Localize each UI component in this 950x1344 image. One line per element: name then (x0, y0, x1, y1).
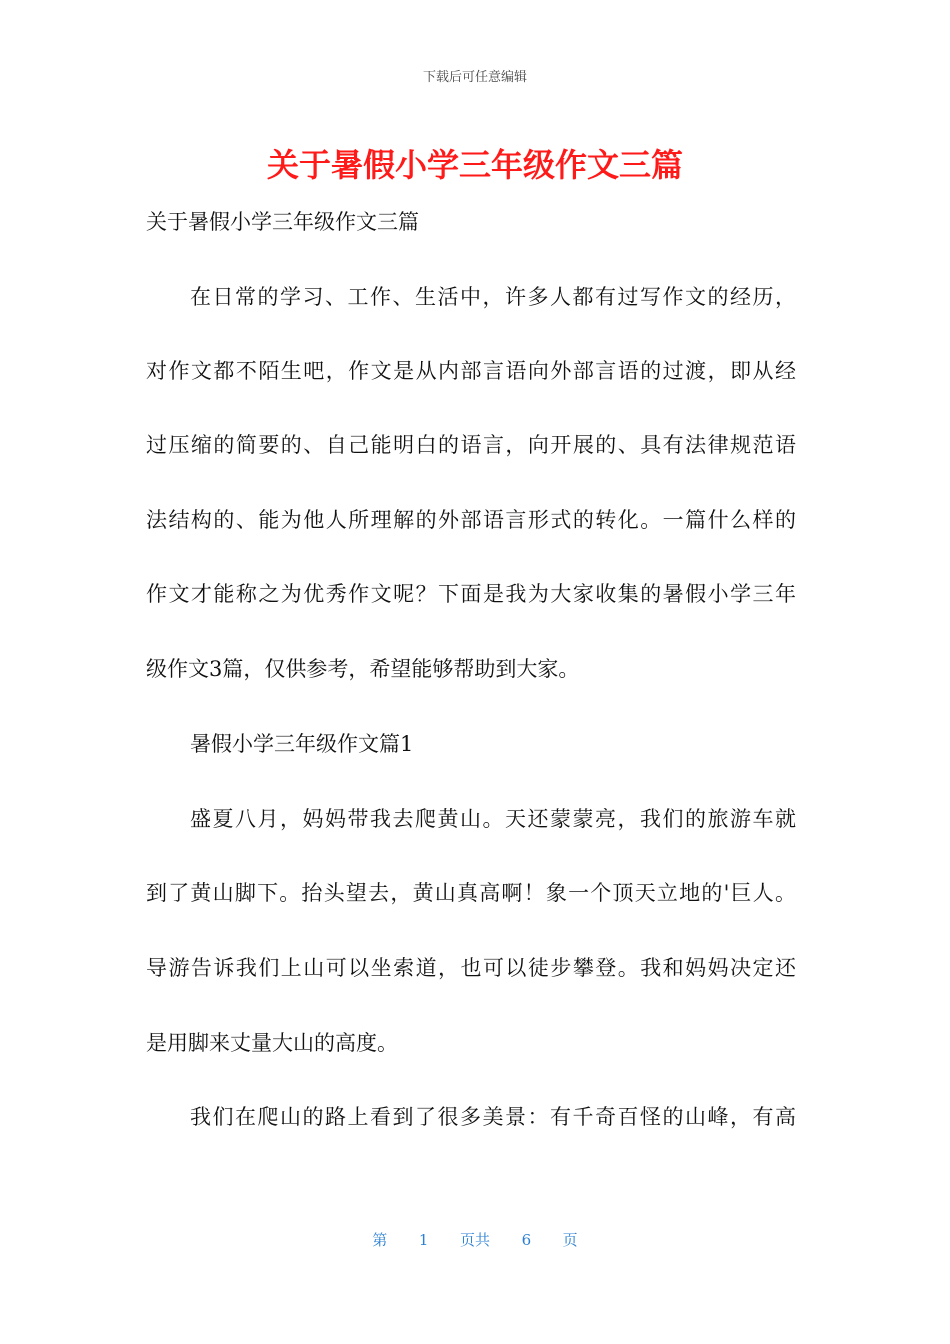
footer-prefix: 第 (372, 1231, 388, 1249)
paragraph-line: 过压缩的简要的、自己能明白的语言，向开展的、具有法律规范语 (146, 433, 796, 457)
section-heading: 暑假小学三年级作文篇1 (190, 732, 414, 756)
paragraph-line: 盛夏八月，妈妈带我去爬黄山。天还蒙蒙亮，我们的旅游车就 (190, 807, 796, 831)
paragraph-line: 在日常的学习、工作、生活中，许多人都有过写作文的经历， (190, 285, 796, 309)
document-title: 关于暑假小学三年级作文三篇 (266, 146, 683, 184)
paragraph-line: 我们在爬山的路上看到了很多美景：有千奇百怪的山峰，有高 (190, 1105, 796, 1129)
footer-suffix: 页 (562, 1231, 578, 1249)
paragraph-line: 到了黄山脚下。抬头望去，黄山真高啊！象一个顶天立地的'巨人。 (146, 881, 796, 905)
document-subtitle: 关于暑假小学三年级作文三篇 (146, 210, 419, 234)
page-footer (0, 1229, 950, 1250)
footer-total-pages: 6 (521, 1231, 532, 1249)
paragraph-line: 是用脚来丈量大山的高度。 (146, 1031, 398, 1055)
paragraph-line: 对作文都不陌生吧，作文是从内部言语向外部言语的过渡，即从经 (146, 359, 796, 383)
header-note: 下载后可任意编辑 (422, 70, 527, 85)
paragraph-line: 作文才能称之为优秀作文呢？下面是我为大家收集的暑假小学三年 (146, 582, 796, 606)
paragraph-line: 导游告诉我们上山可以坐索道，也可以徒步攀登。我和妈妈决定还 (146, 956, 796, 980)
paragraph-line: 级作文3篇，仅供参考，希望能够帮助到大家。 (146, 657, 580, 681)
footer-page-number: 1 (418, 1231, 429, 1249)
paragraph-line: 法结构的、能为他人所理解的外部语言形式的转化。一篇什么样的 (146, 508, 796, 532)
footer-middle: 页共 (459, 1231, 490, 1249)
